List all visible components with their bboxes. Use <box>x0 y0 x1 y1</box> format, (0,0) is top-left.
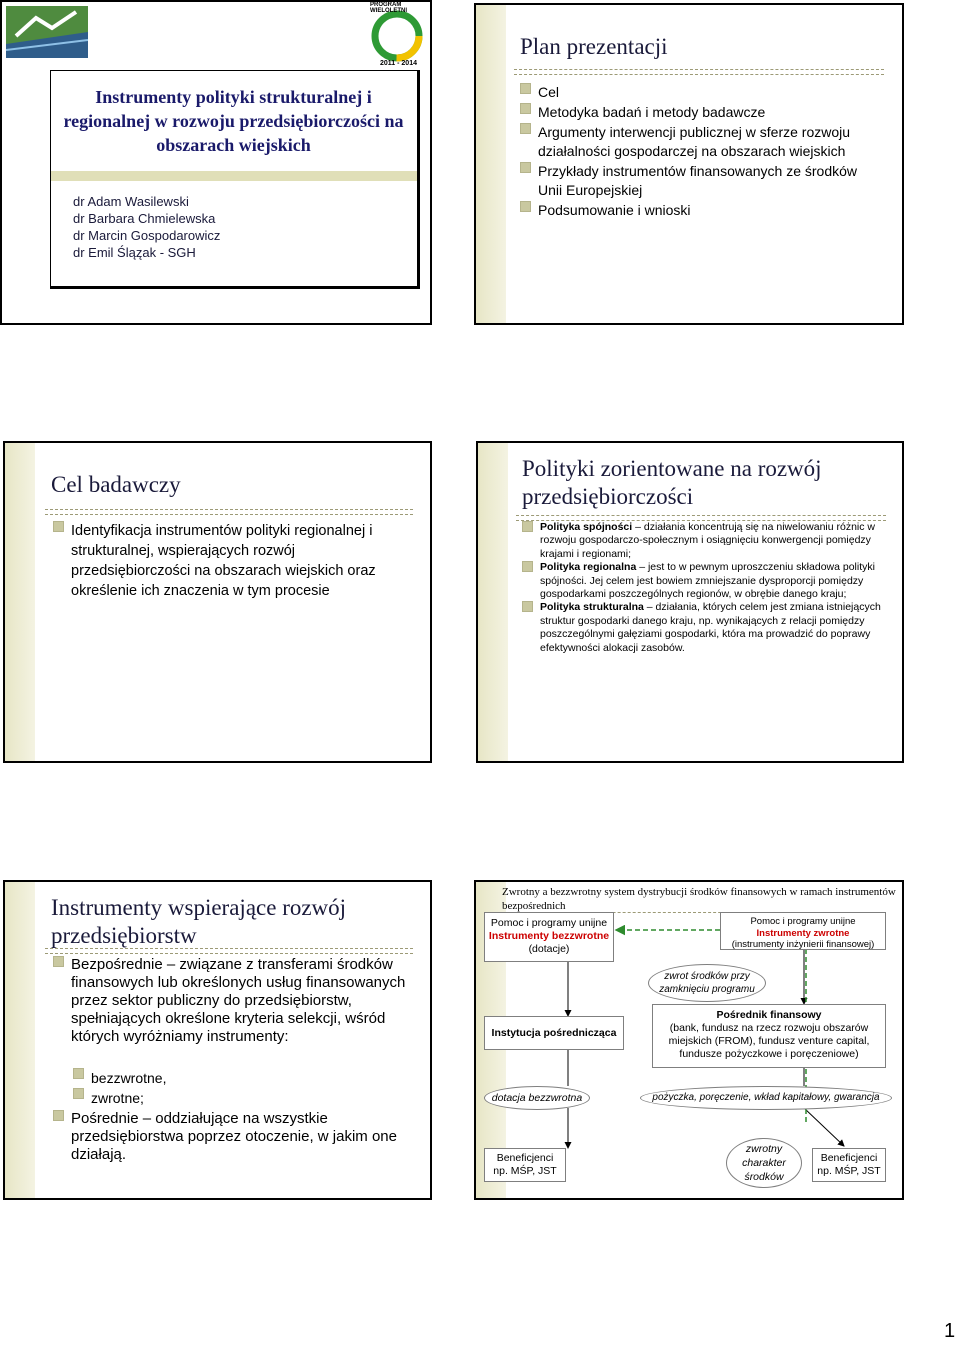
slide-title: Plan prezentacji <box>520 34 668 59</box>
box-label-red: Instrumenty zwrotne <box>756 927 850 939</box>
plan-item: Przykłady instrumentów finansowanych ze środków Unii Europejskiej <box>520 162 860 200</box>
policy-desc: – działania, których celem jest zmiana istniejących struktur gospodarki danego kraju, np. wynikających z relacji pomiędzy poszczególnymi gałęziami gospodarki, która ma prowadzić do poprawy efektywności alokacji zasobów. <box>540 601 881 654</box>
author-3: dr Marcin Gospodarowicz <box>73 228 221 243</box>
plan-item: Cel <box>520 83 860 102</box>
subtype-item: bezzwrotne, <box>73 1068 403 1088</box>
author-2: dr Barbara Chmielewska <box>73 211 216 226</box>
program-logo <box>362 2 432 72</box>
instrument-item: Bezpośrednie – związane z transferami środków finansowych lub określonych usług finansowanych przez sektor publiczny do przedsiębiorstw, spełniających określone kryteria selekcji, wśród których wyróżniamy instrumenty: <box>53 956 409 1046</box>
box-label-sub: (dotacje) <box>528 943 570 955</box>
page-number: 1 <box>944 1320 956 1342</box>
logo-crop-image <box>6 6 88 58</box>
grant-oval: dotacja bezzwrotna <box>484 1086 590 1110</box>
return-funds-oval: zwrot środków przy zamknięciu programu <box>648 964 766 1002</box>
beneficiaries-box-right: Beneficjenci np. MŚP, JST <box>812 1148 886 1182</box>
financial-intermediary-box <box>652 1004 886 1068</box>
slide-title: Polityki zorientowane na rozwój przedsiębiorczości <box>522 456 822 509</box>
box-label-red: Instrumenty bezzwrotne <box>488 930 610 942</box>
eu-repayable-box <box>720 912 886 950</box>
beneficiaries-box-left: Beneficjenci np. MŚP, JST <box>484 1148 566 1182</box>
policy-desc: – jest to w pewnym uproszczeniu składowa polityki spójności. Jej celem jest bowiem zmniejszanie dysproporcji pomiędzy gospodarkami poszczególnych regionów, w obrębie danego kraju; <box>540 561 875 601</box>
plan-item: Argumenty interwencji publicznej w sferze rozwoju działalności gospodarczej na obszarach wiejskich <box>520 123 860 161</box>
title-rule <box>514 69 884 75</box>
goal-list <box>53 521 413 601</box>
box-label-sub: (bank, fundusz na rzecz rozwoju obszarów miejskich (FROM), fundusz venture capital, fundusze pożyczkowe i poręczeniowe) <box>668 1022 870 1060</box>
slide-distribution-diagram <box>474 880 904 1200</box>
eu-grants-box <box>484 912 614 962</box>
author-4: dr Emil Śląz̨ak - SGH <box>73 245 196 260</box>
box-label: Pośrednik finansowy <box>716 1009 822 1021</box>
policy-item <box>522 601 884 655</box>
logo-bottom-text: 2011 - 2014 <box>380 60 417 67</box>
plan-item: Metodyka badań i metody badawcze <box>520 103 860 122</box>
title-frame <box>50 70 420 289</box>
slide-title: Cel badawczy <box>51 472 181 497</box>
policy-item <box>522 521 884 561</box>
plan-item: Podsumowanie i wnioski <box>520 201 860 220</box>
intermediate-institution-box: Instytucja pośrednicząca <box>484 1016 624 1050</box>
subtype-item: zwrotne; <box>73 1088 403 1108</box>
author-1: dr Adam Wasilewski <box>73 194 189 209</box>
slide-goal <box>3 441 432 763</box>
policy-desc: – działania koncentrują się na niwelowaniu różnic w rozwoju gospodarczo-społecznym i osiągnięciu konwergencji pomiędzy krajami i regionami; <box>540 521 876 560</box>
instruments-list <box>53 956 409 1046</box>
slide-title: Instrumenty wspierające rozwój przedsiębiorstw <box>51 895 347 948</box>
policy-name: Polityka spójności <box>540 521 633 533</box>
instrument-item: Pośrednie – oddziałujące na wszystkie przedsiębiorstwa poprzez otoczenie, w jakim one działają. <box>53 1110 409 1164</box>
instrument-subtypes <box>73 1068 403 1108</box>
slide-title <box>0 0 432 325</box>
slide-policies <box>476 441 904 763</box>
policies-list <box>522 521 884 655</box>
instruments-list-2 <box>53 1110 409 1164</box>
authors <box>73 193 220 261</box>
field-icon <box>6 6 88 58</box>
title-divider <box>51 171 417 181</box>
goal-item: Identyfikacja instrumentów polityki regionalnej i strukturalnej, wspierających rozwój przedsiębiorczości na obszarach wiejskich oraz określenie ich znaczenia w tym procesie <box>53 521 413 601</box>
repayable-char-oval: zwrotny charakter środków <box>726 1138 802 1188</box>
logo-top-text: PROGRAM WIELOLETNI <box>370 2 407 14</box>
box-label-sub: (instrumenty inżynierii finansowej) <box>731 939 875 950</box>
loan-oval: pożyczka, poręczenie, wkład kapitałowy, gwarancja <box>640 1086 892 1110</box>
box-label: Pomoc i programy unijne <box>750 916 856 927</box>
slide-plan <box>474 3 904 325</box>
presentation-title: Instrumenty polityki strukturalnej i regionalnej w rozwoju przedsiębiorczości na obszarach wiejskich <box>63 87 404 155</box>
title-rule <box>45 509 413 515</box>
policy-name: Polityka strukturalna <box>540 601 644 614</box>
box-label: Pomoc i programy unijne <box>490 917 608 929</box>
slide-instruments <box>3 880 432 1200</box>
title-rule <box>45 948 413 954</box>
plan-list <box>520 83 860 220</box>
policy-name: Polityka regionalna <box>540 561 637 574</box>
policy-item <box>522 561 884 601</box>
diagram-title: Zwrotny a bezzwrotny system dystrybucji środków finansowych w ramach instrumentów bezpośrednich <box>502 886 896 912</box>
